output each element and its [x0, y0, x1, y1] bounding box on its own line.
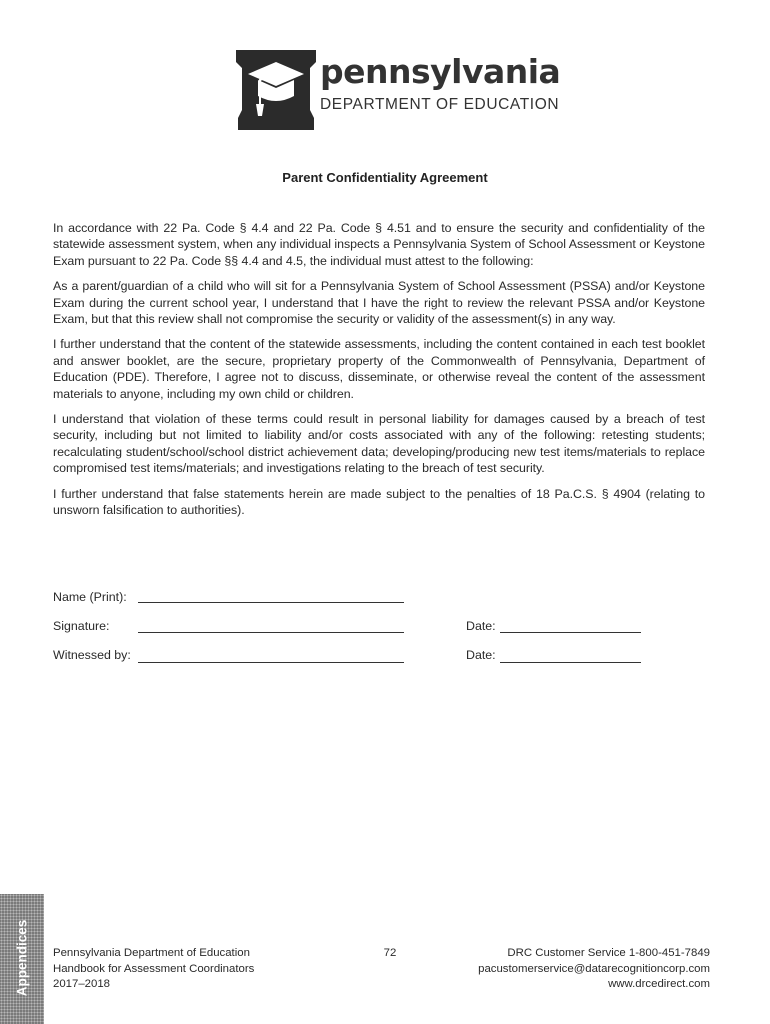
page-title: Parent Confidentiality Agreement: [282, 170, 488, 185]
witnessed-by-line[interactable]: [138, 662, 404, 663]
name-print-label: Name (Print):: [53, 590, 127, 604]
paragraph: In accordance with 22 Pa. Code § 4.4 and 22 Pa. Code § 4.51 and to ensure the security and confidentiality of the statewide assessment system, when any individual inspects a Pennsylvania System of School Assessment or Keystone Exam pursuant to 22 Pa. Code §§ 4.4 and 4.5, the individual must attest to the following:: [53, 221, 705, 268]
footer-website-link[interactable]: www.drcedirect.com: [608, 978, 710, 990]
appendices-tab-label: Appendices: [14, 919, 30, 997]
paragraph: I understand that violation of these terms could result in personal liability for damages caused by a breach of test security, including but not limited to liability and/or costs associated with any of the following: retesting students; recalculating student/school/school district achievement data; developing/producing new test items/materials to replace compromised test items/materials; and investigations relating to the breach of test security.: [53, 412, 705, 476]
footer-page-number: [370, 946, 410, 962]
signature-line[interactable]: [138, 632, 404, 633]
witness-date-label: Date:: [466, 648, 496, 662]
name-print-line[interactable]: [138, 602, 404, 603]
footer-year: 2017–2018: [53, 978, 111, 990]
page-number: 72: [383, 947, 397, 959]
keystone-graduation-cap-icon: [234, 44, 318, 132]
witnessed-by-label: Witnessed by:: [53, 648, 131, 662]
footer-left: [53, 946, 254, 993]
footer-email-link[interactable]: pacustomerservice@datarecognitioncorp.com: [478, 962, 710, 975]
paragraph: As a parent/guardian of a child who will sit for a Pennsylvania System of School Assessment (PSSA) and/or Keystone Exam during the current school year, I understand that I have the right to review the relevant PSSA and/or Keystone Exam, but that this review shall not compromise the security or validity of the assessment(s) in any way.: [53, 279, 705, 327]
signature-label: Signature:: [53, 619, 110, 633]
footer-customer-service: DRC Customer Service 1-800-451-7849: [507, 947, 710, 959]
date-line[interactable]: [500, 632, 641, 633]
footer-handbook: Handbook for Assessment Coordinators: [53, 962, 255, 975]
logo-name: pennsylvania: [320, 52, 561, 91]
agreement-body: [53, 220, 705, 528]
footer-right: [478, 946, 710, 993]
pde-logo: [234, 44, 574, 132]
footer-org: Pennsylvania Department of Education: [53, 947, 250, 959]
date-label: Date:: [466, 619, 496, 633]
paragraph: I further understand that the content of the statewide assessments, including the content contained in each test booklet and answer booklet, are the secure, proprietary property of the Commonwealth of Pennsylvania, Department of Education (PDE). Therefore, I agree not to discuss, disseminate, or otherwise reveal the content of the assessment materials to anyone, including my own child or children.: [53, 337, 705, 401]
logo-department: DEPARTMENT OF EDUCATION: [320, 96, 560, 113]
appendices-tab: [0, 894, 44, 1024]
paragraph: I further understand that false statements herein are made subject to the penalties of 18 Pa.C.S. § 4904 (relating to unsworn falsification to authorities).: [53, 486, 705, 518]
witness-date-line[interactable]: [500, 662, 641, 663]
